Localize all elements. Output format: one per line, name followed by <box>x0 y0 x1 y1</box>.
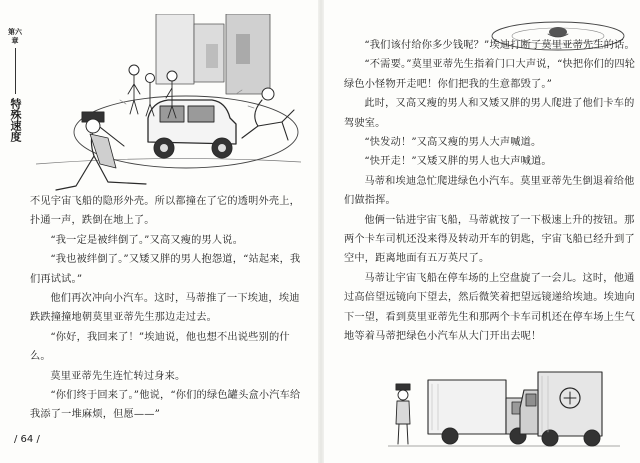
paragraph: “我们该付给你多少钱呢？”埃迪打断了莫里亚蒂先生的话。 <box>364 40 635 51</box>
paragraph: “我一定是被绊倒了。”又高又瘦的男人说。 <box>50 234 244 246</box>
paragraph: “我也被绊倒了。”又矮又胖的男人抱怨道，“站起来，我们再试试。” <box>30 254 301 285</box>
chapter-number: 第六章 <box>8 28 22 45</box>
paragraph: “不需要。”莫里亚蒂先生指着门口大声说，“快把你们的四轮绿色小怪物开走吧！你们把我的生意都毁了。” <box>344 59 636 90</box>
paragraph: 莫里亚蒂先生连忙转过身来。 <box>50 370 186 382</box>
chapter-rule <box>15 48 16 94</box>
paragraph: “你好，我回来了！”埃迪说，他也想不出说些别的什么。 <box>30 331 290 363</box>
paragraph: 他们再次冲向小汽车。这时，马蒂推了一下埃迪，埃迪跌跌撞撞地朝莫里亚蒂先生那边走过去。 <box>30 293 300 324</box>
paragraph: 此时，又高又瘦的男人和又矮又胖的男人爬进了他们卡车的驾驶室。 <box>344 98 635 129</box>
right-body-text <box>344 36 636 347</box>
chapter-marker <box>6 28 24 142</box>
paragraph: 他俩一钻进宇宙飞船，马蒂就按了一下极速上升的按钮。那两个卡车司机还没来得及转动开车的钥匙，宇宙飞船已经升到了空中，距离地面有五万英尺了。 <box>344 214 635 265</box>
trucks-illustration <box>388 364 620 452</box>
page-number: / 64 / <box>14 434 40 445</box>
paragraph: “快开走！”又矮又胖的男人也大声喊道。 <box>364 156 552 168</box>
paragraph: 马蒂让宇宙飞船在停车场的上空盘旋了一会儿。这时，他通过高倍望远镜向下望去，然后微笑着把望远镜递给埃迪。埃迪向下一望，看到莫里亚蒂先生和那两个卡车司机还在停车场上生气地等着马蒂把绿色小汽车从大门开出去呢！ <box>344 272 635 343</box>
paragraph: 马蒂和埃迪急忙爬进绿色小汽车。莫里亚蒂先生倒退着给他们做指挥。 <box>344 175 635 207</box>
street-scene-illustration <box>36 14 301 196</box>
chapter-title: 特殊速度 <box>9 98 22 142</box>
paragraph: “你们终于回来了。”他说，“你们的绿色罐头盒小汽车给我添了一堆麻烦，但愿——” <box>30 390 301 421</box>
paragraph: “快发动！”又高又瘦的男人大声喊道。 <box>364 137 542 149</box>
paragraph: 不见宇宙飞船的隐形外壳。所以都撞在了它的透明外壳上，扑通一声，跌倒在地上了。 <box>30 196 301 227</box>
left-body-text <box>30 192 308 425</box>
